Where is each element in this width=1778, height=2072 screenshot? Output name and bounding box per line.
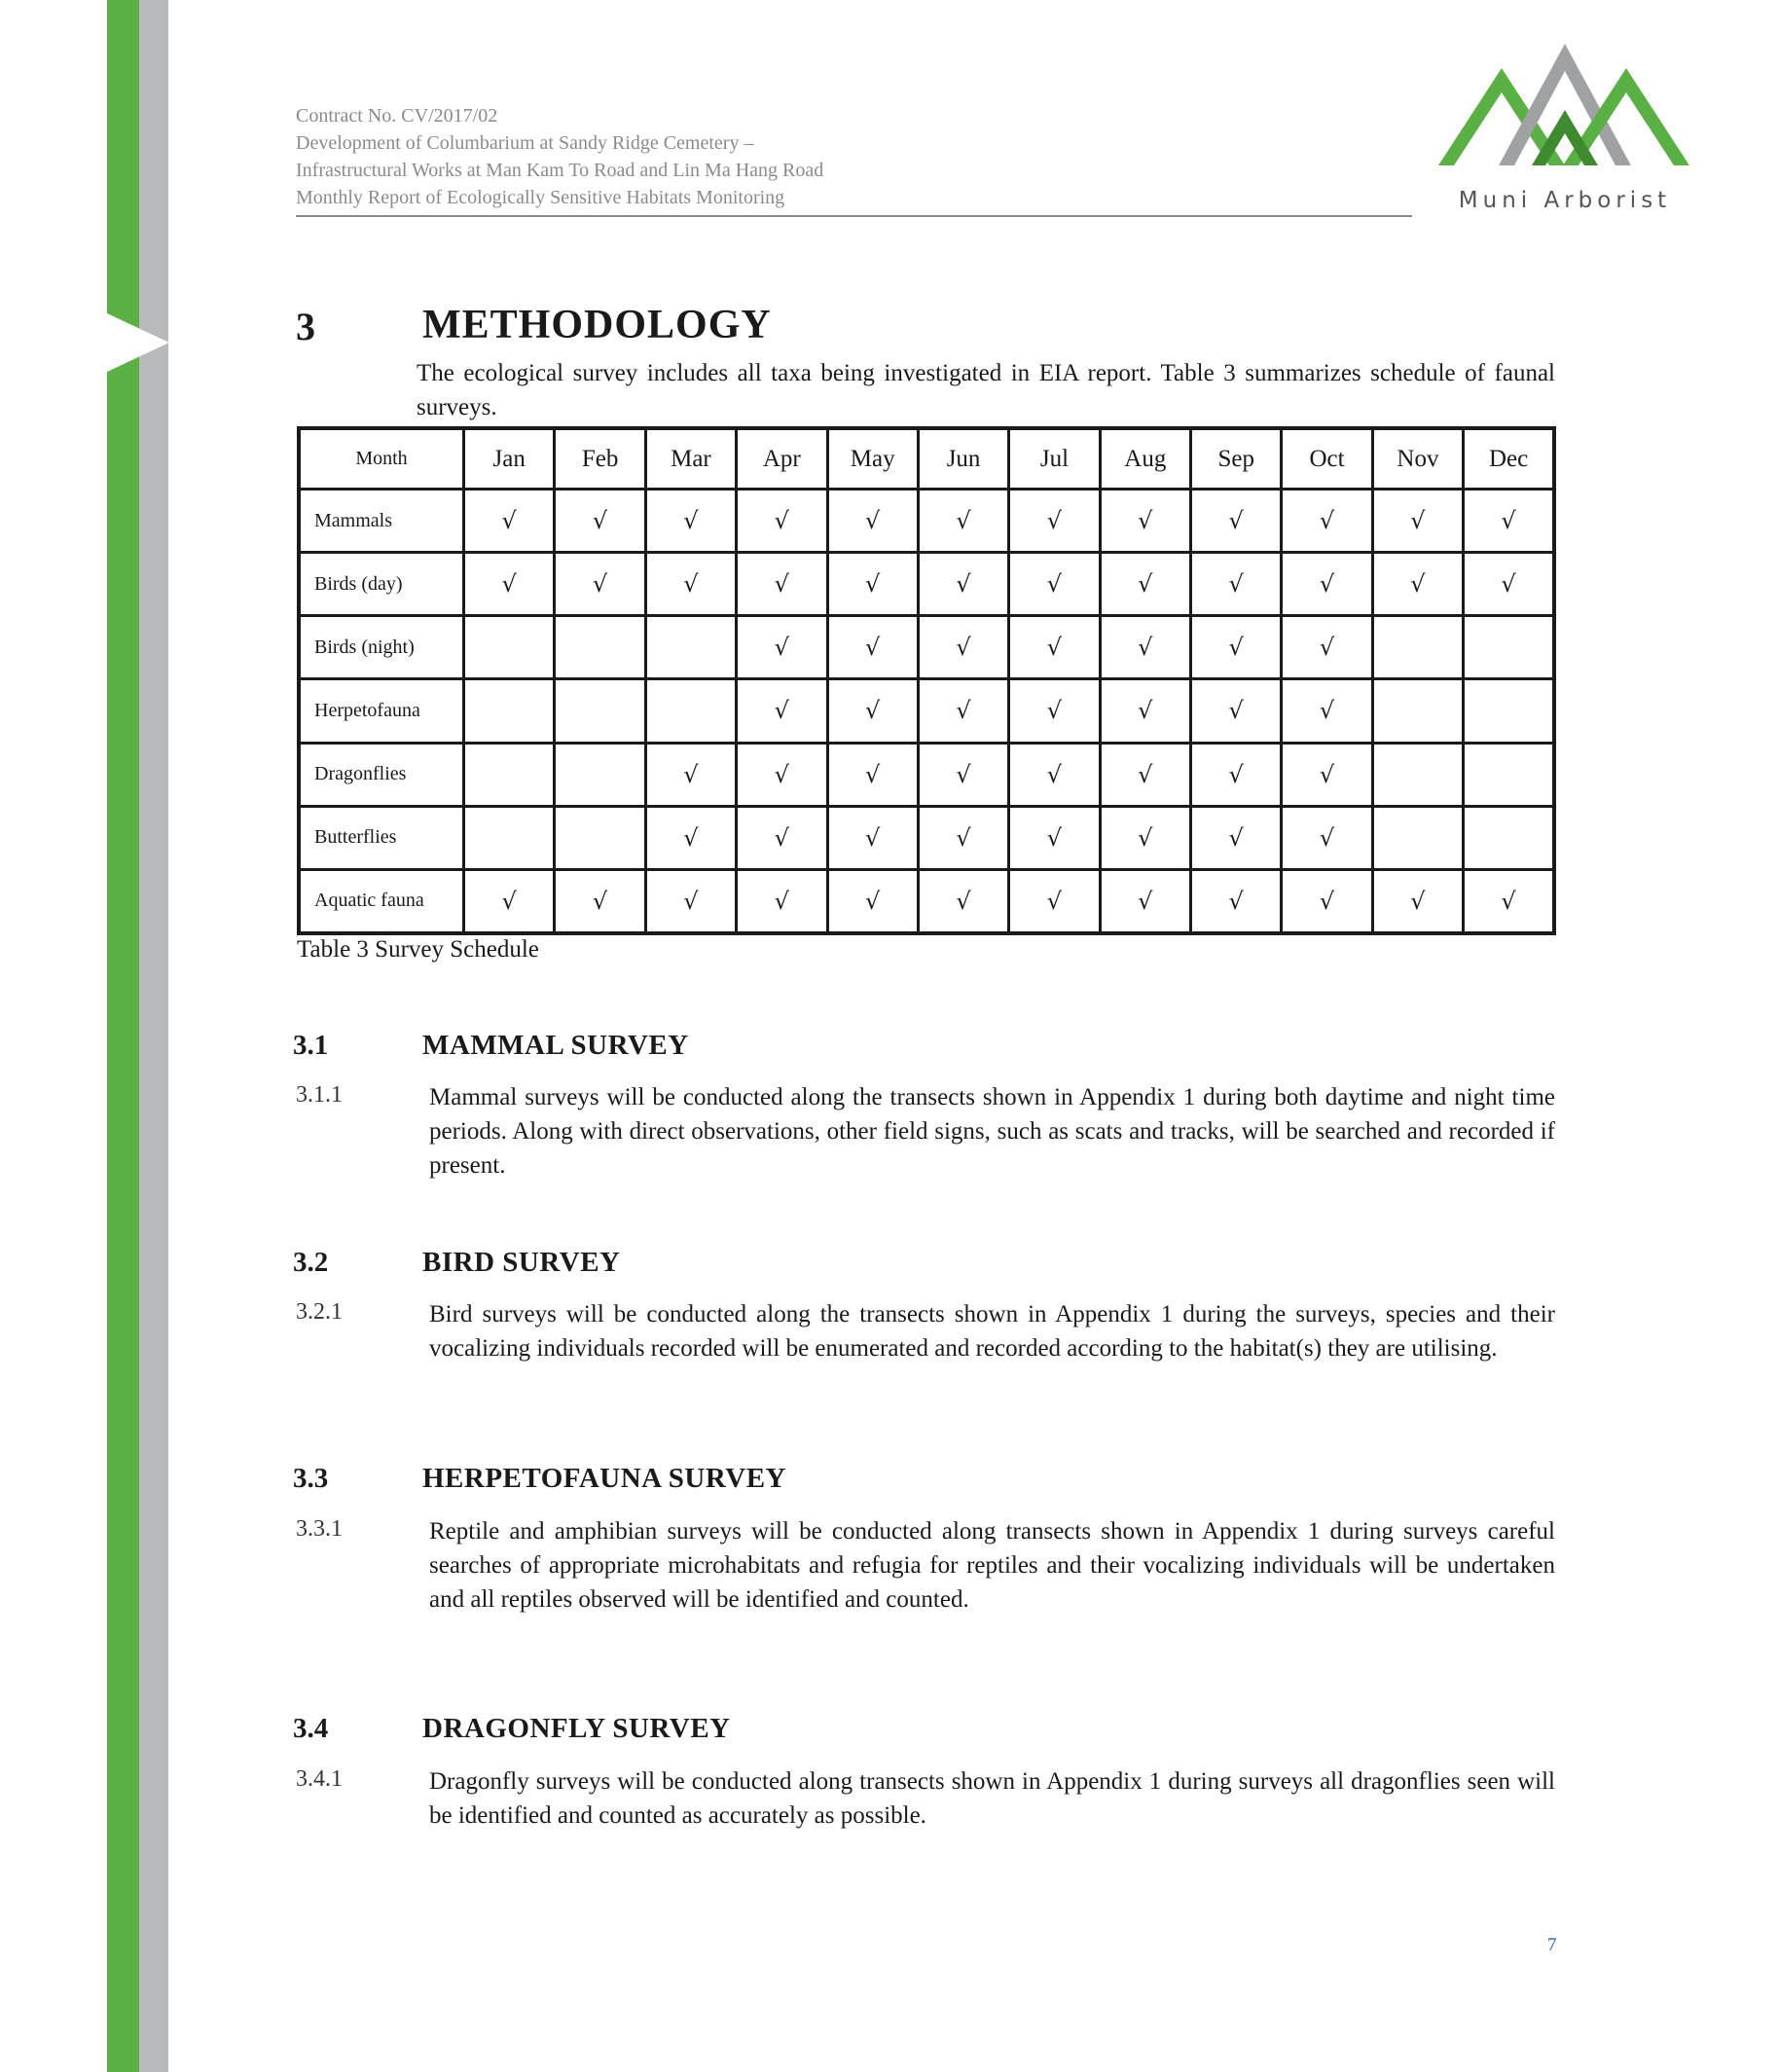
schedule-cell: √ <box>1282 806 1372 869</box>
schedule-cell <box>464 616 555 679</box>
schedule-cell <box>1372 679 1463 743</box>
schedule-cell: √ <box>1372 869 1463 933</box>
schedule-cell <box>1464 679 1554 743</box>
schedule-cell: √ <box>827 679 918 743</box>
schedule-cell: √ <box>918 743 1008 806</box>
schedule-cell: √ <box>555 869 645 933</box>
schedule-cell: √ <box>1191 743 1282 806</box>
table-header-row <box>299 428 1554 490</box>
schedule-cell: √ <box>645 743 736 806</box>
schedule-cell: √ <box>918 616 1008 679</box>
schedule-cell: √ <box>1100 679 1190 743</box>
schedule-cell <box>1464 806 1554 869</box>
schedule-cell <box>555 806 645 869</box>
schedule-cell <box>555 616 645 679</box>
schedule-cell <box>464 743 555 806</box>
subsection-number: 3.4 <box>293 1713 329 1744</box>
schedule-cell: √ <box>645 806 736 869</box>
schedule-cell: √ <box>827 743 918 806</box>
table-row <box>299 679 1554 743</box>
paragraph-text: Bird surveys will be conducted along the transects shown in Appendix 1 during the surveys, species and their vocalizing individuals recorded will be enumerated and recorded according to the habitat(s) they are utilising. <box>429 1301 1555 1362</box>
table-caption: Table 3 Survey Schedule <box>297 936 539 963</box>
page-number: 7 <box>1547 1935 1557 1955</box>
table-row <box>299 743 1554 806</box>
schedule-cell: √ <box>1100 490 1190 553</box>
schedule-cell: √ <box>1464 553 1554 616</box>
schedule-cell: √ <box>1372 553 1463 616</box>
month-header: Jan <box>464 428 555 490</box>
schedule-cell: √ <box>464 869 555 933</box>
schedule-cell: √ <box>1191 679 1282 743</box>
subsection-number: 3.3 <box>293 1463 329 1494</box>
section-number: 3 <box>296 305 315 348</box>
section-intro: The ecological survey includes all taxa being investigated in EIA report. Table 3 summarizes schedule of faunal surveys. <box>417 360 1555 420</box>
schedule-cell <box>555 679 645 743</box>
schedule-cell: √ <box>1100 553 1190 616</box>
schedule-cell: √ <box>645 553 736 616</box>
paragraph-text: Dragonfly surveys will be conducted along transects shown in Appendix 1 during surveys all dragonflies seen will be identified and counted as accurately as possible. <box>429 1768 1555 1829</box>
schedule-cell: √ <box>1282 743 1372 806</box>
schedule-cell: √ <box>827 553 918 616</box>
schedule-cell <box>645 616 736 679</box>
header-contract-line: Contract No. CV/2017/02 <box>296 105 498 127</box>
schedule-cell: √ <box>918 553 1008 616</box>
month-header: Oct <box>1282 428 1372 490</box>
schedule-cell: √ <box>827 490 918 553</box>
table-row <box>299 869 1554 933</box>
schedule-cell: √ <box>1009 679 1100 743</box>
schedule-cell <box>555 743 645 806</box>
schedule-cell: √ <box>1191 869 1282 933</box>
schedule-cell: √ <box>645 490 736 553</box>
schedule-cell: √ <box>918 869 1008 933</box>
schedule-cell: √ <box>1009 553 1100 616</box>
schedule-cell: √ <box>737 616 827 679</box>
schedule-cell: √ <box>827 616 918 679</box>
schedule-cell: √ <box>464 553 555 616</box>
subsection-title: HERPETOFAUNA SURVEY <box>422 1463 786 1494</box>
table-row <box>299 806 1554 869</box>
section-title: METHODOLOGY <box>422 303 772 347</box>
schedule-cell <box>1464 743 1554 806</box>
row-label: Birds (night) <box>299 616 464 679</box>
schedule-cell: √ <box>1372 490 1463 553</box>
paragraph-number: 3.2.1 <box>296 1299 343 1325</box>
table-row <box>299 553 1554 616</box>
header-works-line: Infrastructural Works at Man Kam To Road and Lin Ma Hang Road <box>296 160 824 181</box>
schedule-cell: √ <box>737 743 827 806</box>
schedule-cell: √ <box>827 806 918 869</box>
month-header: Dec <box>1464 428 1554 490</box>
row-label: Aquatic fauna <box>299 869 464 933</box>
schedule-cell: √ <box>1464 490 1554 553</box>
schedule-cell: √ <box>737 490 827 553</box>
schedule-cell: √ <box>1191 616 1282 679</box>
schedule-cell: √ <box>918 806 1008 869</box>
schedule-cell: √ <box>1282 869 1372 933</box>
subsection-title: BIRD SURVEY <box>422 1247 621 1278</box>
paragraph-text: Reptile and amphibian surveys will be conducted along transects shown in Appendix 1 during surveys careful searches of appropriate microhabitats and refugia for reptiles and their vocalizing individuals will be undertaken and all reptiles observed will be identified and counted. <box>429 1518 1555 1613</box>
table-corner-label: Month <box>299 428 464 490</box>
schedule-cell <box>464 806 555 869</box>
month-header: Jul <box>1009 428 1100 490</box>
schedule-cell: √ <box>1100 869 1190 933</box>
schedule-cell <box>1372 806 1463 869</box>
subsection-title: MAMMAL SURVEY <box>422 1030 689 1061</box>
schedule-cell: √ <box>1100 616 1190 679</box>
paragraph-number: 3.3.1 <box>296 1516 343 1542</box>
schedule-cell: √ <box>1100 743 1190 806</box>
table-row <box>299 616 1554 679</box>
table-row <box>299 490 1554 553</box>
month-header: Apr <box>737 428 827 490</box>
paragraph-number: 3.1.1 <box>296 1082 343 1108</box>
muni-arborist-logo <box>1438 44 1691 219</box>
row-label: Mammals <box>299 490 464 553</box>
schedule-cell <box>1372 616 1463 679</box>
paragraph-number: 3.4.1 <box>296 1766 343 1792</box>
side-stripe-notch <box>107 313 169 372</box>
schedule-cell: √ <box>1282 679 1372 743</box>
month-header: Feb <box>555 428 645 490</box>
month-header: Nov <box>1372 428 1463 490</box>
table-body <box>299 490 1554 934</box>
schedule-cell: √ <box>645 869 736 933</box>
schedule-cell: √ <box>1009 743 1100 806</box>
schedule-cell: √ <box>555 553 645 616</box>
schedule-cell: √ <box>1009 490 1100 553</box>
month-header: Mar <box>645 428 736 490</box>
schedule-cell: √ <box>918 490 1008 553</box>
schedule-cell: √ <box>737 553 827 616</box>
header-project-line: Development of Columbarium at Sandy Ridge Cemetery – <box>296 132 754 154</box>
subsection-number: 3.1 <box>293 1030 329 1061</box>
schedule-cell: √ <box>1464 869 1554 933</box>
schedule-cell: √ <box>1191 806 1282 869</box>
side-stripe-green <box>107 0 139 2072</box>
month-header: Aug <box>1100 428 1190 490</box>
subsection-number: 3.2 <box>293 1247 329 1278</box>
schedule-cell: √ <box>1191 553 1282 616</box>
logo-mountains-icon <box>1438 44 1691 175</box>
subsection-title: DRAGONFLY SURVEY <box>422 1713 731 1744</box>
schedule-cell: √ <box>1282 490 1372 553</box>
row-label: Birds (day) <box>299 553 464 616</box>
logo-wordmark: Muni Arborist <box>1458 188 1672 213</box>
document-header <box>296 102 1412 217</box>
schedule-cell: √ <box>464 490 555 553</box>
month-header: Jun <box>918 428 1008 490</box>
schedule-cell <box>464 679 555 743</box>
paragraph-text: Mammal surveys will be conducted along the transects shown in Appendix 1 during both daytime and night time periods. Along with direct observations, other field signs, such as scats and tracks, will be searched and recorded if present. <box>429 1084 1555 1179</box>
header-report-line: Monthly Report of Ecologically Sensitive Habitats Monitoring <box>296 187 785 208</box>
schedule-cell: √ <box>555 490 645 553</box>
schedule-cell: √ <box>737 869 827 933</box>
month-header: Sep <box>1191 428 1282 490</box>
schedule-cell <box>645 679 736 743</box>
schedule-cell: √ <box>827 869 918 933</box>
schedule-cell: √ <box>1191 490 1282 553</box>
schedule-cell: √ <box>1009 616 1100 679</box>
schedule-cell: √ <box>737 679 827 743</box>
row-label: Herpetofauna <box>299 679 464 743</box>
schedule-cell: √ <box>1100 806 1190 869</box>
schedule-cell <box>1372 743 1463 806</box>
schedule-cell: √ <box>737 806 827 869</box>
schedule-cell <box>1464 616 1554 679</box>
row-label: Butterflies <box>299 806 464 869</box>
schedule-cell: √ <box>1282 553 1372 616</box>
survey-schedule-table <box>297 426 1556 935</box>
month-header: May <box>827 428 918 490</box>
side-stripe-grey <box>139 0 168 2072</box>
schedule-cell: √ <box>918 679 1008 743</box>
schedule-cell: √ <box>1009 806 1100 869</box>
schedule-cell: √ <box>1009 869 1100 933</box>
row-label: Dragonflies <box>299 743 464 806</box>
schedule-cell: √ <box>1282 616 1372 679</box>
